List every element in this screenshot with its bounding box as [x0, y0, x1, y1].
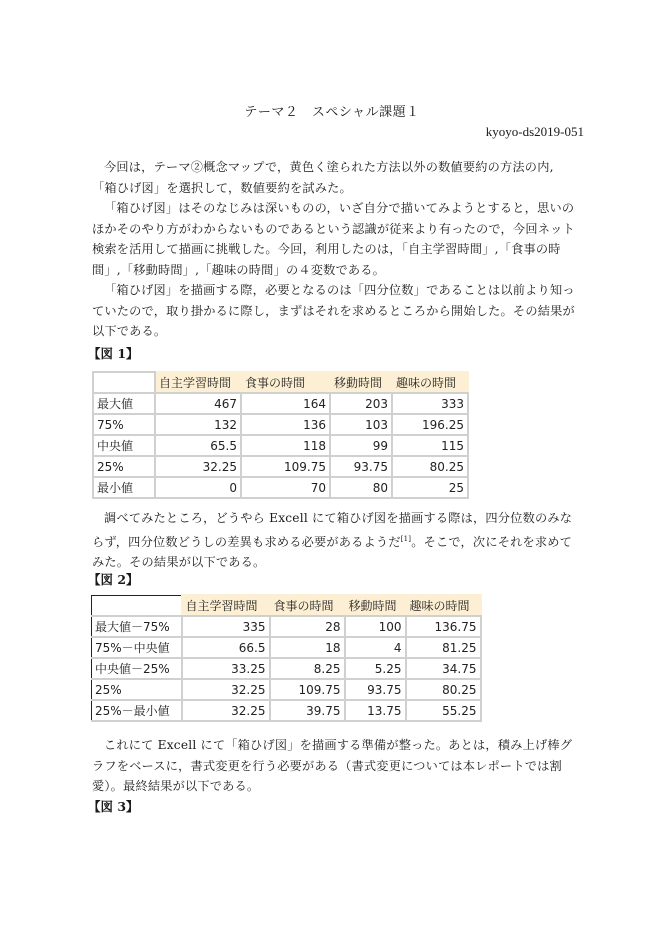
table-row [93, 435, 468, 456]
value-cell: 32.25 [182, 679, 270, 700]
paragraph-background: 「箱ひげ図」はそのなじみは深いものの，いざ自分で描いてみようとすると，思いのほかそのやり方がわからないものであるという認識が従来より有ったので，今回ネット検索を活用して描画に挑戦した。今回，利用したのは，「自主学習時間」,「食事の時間」,「移動時間」,「趣味の時間」の４変数である。 [92, 201, 575, 277]
value-cell: 66.5 [182, 637, 270, 658]
row-label: 中央値 [93, 435, 155, 456]
value-cell: 65.5 [155, 435, 241, 456]
value-cell: 109.75 [241, 456, 330, 477]
value-cell: 100 [345, 616, 406, 637]
document-title: テーマ２ スペシャル課題１ [244, 105, 420, 120]
value-cell: 4 [345, 637, 406, 658]
reference-marker[interactable]: [1] [400, 534, 412, 543]
value-cell: 13.75 [345, 700, 406, 721]
value-cell: 8.25 [270, 658, 345, 679]
figure-1-label: 【図 1】 [88, 346, 139, 361]
column-header: 自主学習時間 [155, 372, 241, 393]
value-cell: 335 [182, 616, 270, 637]
value-cell: 28 [270, 616, 345, 637]
table-row [92, 637, 481, 658]
value-cell: 81.25 [406, 637, 481, 658]
value-cell: 118 [241, 435, 330, 456]
figure-2-label: 【図 2】 [88, 572, 139, 587]
value-cell: 39.75 [270, 700, 345, 721]
header-row [92, 595, 481, 616]
author-id: kyoyo-ds2019-051 [485, 124, 584, 139]
row-label: 中央値－25% [92, 658, 182, 679]
value-cell: 164 [241, 393, 330, 414]
value-cell: 80 [330, 477, 392, 498]
value-cell: 115 [392, 435, 468, 456]
row-label: 最大値 [93, 393, 155, 414]
table-row [92, 679, 481, 700]
paragraph-intro: 今回は，テーマ②概念マップで，黄色く塗られた方法以外の数値要約の方法の内,「箱ひげ図」を選択して，数値要約を試みた。 [92, 160, 554, 195]
column-header: 移動時間 [345, 595, 406, 616]
value-cell: 55.25 [406, 700, 481, 721]
value-cell: 70 [241, 477, 330, 498]
row-label: 25% [93, 456, 155, 477]
column-header: 趣味の時間 [406, 595, 481, 616]
table-row [93, 477, 468, 498]
value-cell: 18 [270, 637, 345, 658]
value-cell: 93.75 [330, 456, 392, 477]
value-cell: 0 [155, 477, 241, 498]
quartile-table [92, 371, 469, 499]
paragraph-excel-method [92, 508, 576, 573]
value-cell: 136 [241, 414, 330, 435]
column-header: 自主学習時間 [182, 595, 270, 616]
row-label: 25%－最小値 [92, 700, 182, 721]
column-header: 食事の時間 [241, 372, 330, 393]
paragraph-excel-method-text-end: 。そこで，次にそれを求めてみた。その結果が以下である。 [92, 534, 573, 570]
paragraph-quartiles: 「箱ひげ図」を描画する際，必要となるのは「四分位数」であることは以前より知っていたので，取り掛かるに際し，まずはそれを求めるところから開始した。その結果が以下である。 [92, 283, 575, 338]
header-row [93, 372, 468, 393]
value-cell: 32.25 [155, 456, 241, 477]
corner-cell [93, 372, 155, 393]
value-cell: 80.25 [392, 456, 468, 477]
row-label: 25% [92, 679, 182, 700]
table-row [93, 456, 468, 477]
value-cell: 99 [330, 435, 392, 456]
value-cell: 136.75 [406, 616, 481, 637]
value-cell: 80.25 [406, 679, 481, 700]
value-cell: 203 [330, 393, 392, 414]
table-row [93, 414, 468, 435]
paragraph-excel-method-text: 調べてみたところ，どうやら Excell にて箱ひげ図を描画する際は，四分位数のみならず，四分位数どうしの差異も求める必要があるようだ [92, 511, 573, 549]
value-cell: 33.25 [182, 658, 270, 679]
table-row [92, 616, 481, 637]
column-header: 食事の時間 [270, 595, 345, 616]
value-cell: 333 [392, 393, 468, 414]
row-label: 最大値－75% [92, 616, 182, 637]
table-row [93, 393, 468, 414]
value-cell: 5.25 [345, 658, 406, 679]
row-label: 75%－中央値 [92, 637, 182, 658]
table-row [92, 700, 481, 721]
value-cell: 32.25 [182, 700, 270, 721]
column-header: 趣味の時間 [392, 372, 468, 393]
row-label: 75% [93, 414, 155, 435]
value-cell: 196.25 [392, 414, 468, 435]
figure-3-label: 【図 3】 [88, 799, 139, 814]
value-cell: 34.75 [406, 658, 481, 679]
row-label: 最小値 [93, 477, 155, 498]
value-cell: 25 [392, 477, 468, 498]
value-cell: 93.75 [345, 679, 406, 700]
quartile-difference-table [91, 594, 482, 722]
paragraph-conclusion: これにて Excell にて「箱ひげ図」を描画する準備が整った。あとは，積み上げ棒グラフをベースに，書式変更を行う必要がある（書式変更については本レポートでは割愛）。最終結果が以下である。 [92, 738, 573, 793]
value-cell: 103 [330, 414, 392, 435]
value-cell: 132 [155, 414, 241, 435]
column-header: 移動時間 [330, 372, 392, 393]
table-row [92, 658, 481, 679]
corner-cell [92, 595, 182, 616]
value-cell: 467 [155, 393, 241, 414]
value-cell: 109.75 [270, 679, 345, 700]
